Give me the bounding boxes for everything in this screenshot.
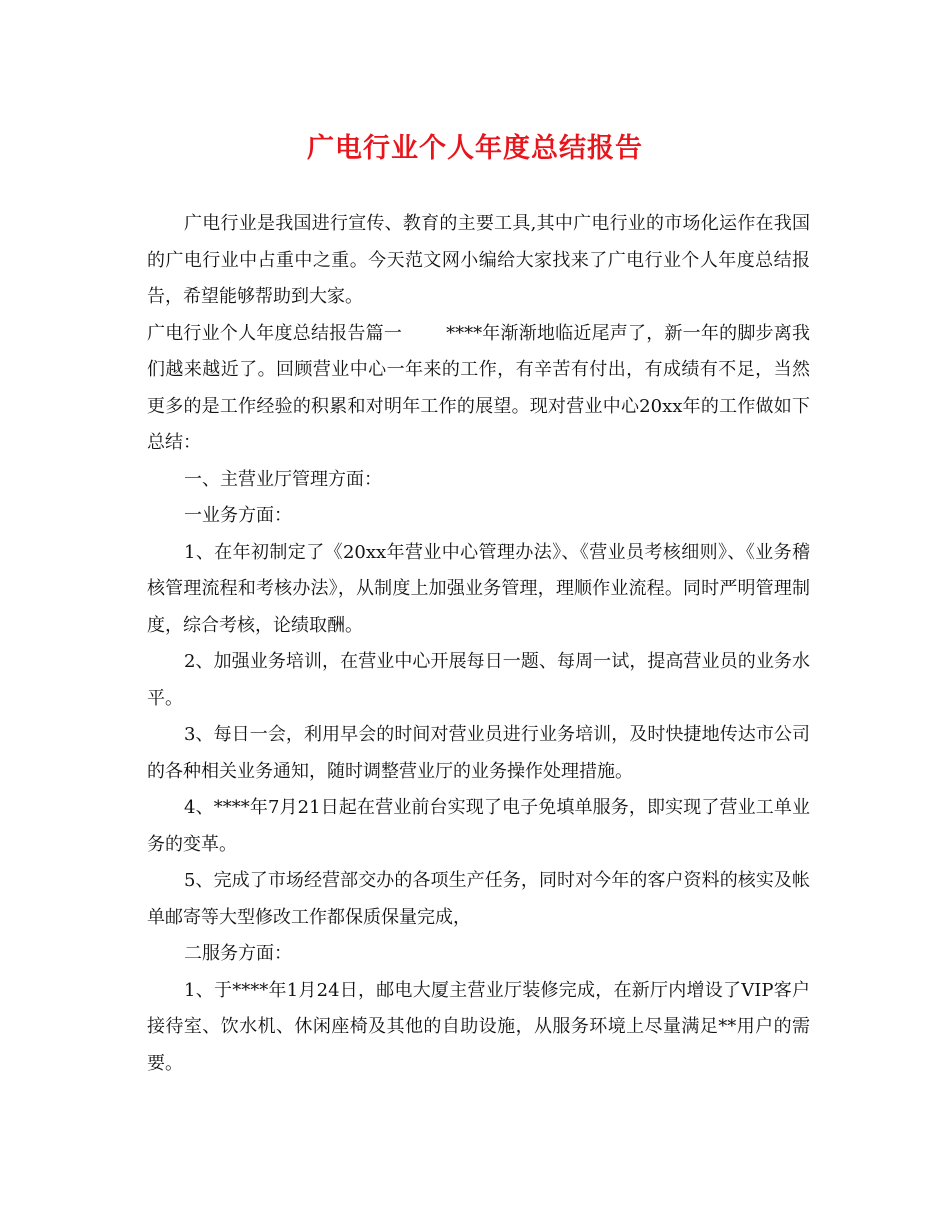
intro-paragraph: 广电行业是我国进行宣传、教育的主要工具,其中广电行业的市场化运作在我国的广电行业中占重中之重。今天范文网小编给大家找来了广电行业个人年度总结报告，希望能够帮助到大家。 <box>147 213 810 307</box>
list-item: 3、每日一会，利用早会的时间对营业员进行业务培训，及时快捷地传达市公司的各种相关业务通知，随时调整营业厅的业务操作处理措施。 <box>147 724 810 782</box>
list-item: 1、于****年1月24日，邮电大厦主营业厅装修完成，在新厅内增设了VIP客户接待室、饮水机、休闲座椅及其他的自助设施，从服务环境上尽量满足**用户的需要。 <box>147 979 810 1074</box>
list-item: 4、****年7月21日起在营业前台实现了电子免填单服务，即实现了营业工单业务的变革。 <box>147 797 810 855</box>
list-item: 5、完成了市场经营部交办的各项生产任务，同时对今年的客户资料的核实及帐单邮寄等大型修改工作都保质保量完成， <box>147 870 810 928</box>
part1-heading: 一、主营业厅管理方面： <box>184 468 382 490</box>
document-body <box>147 206 810 1082</box>
section-paragraph <box>147 316 810 462</box>
sub1-heading: 一业务方面： <box>184 505 292 526</box>
list-item: 2、加强业务培训，在营业中心开展每日一题、每周一试，提高营业员的业务水平。 <box>147 651 810 709</box>
section-intro: ****年渐渐地临近尾声了，新一年的脚步离我们越来越近了。回顾营业中心一年来的工作，有辛苦有付出，有成绩有不足，当然更多的是工作经验的积累和对明年工作的展望。现对营业中心20xx年的工作做如下总结： <box>147 322 810 453</box>
section-heading: 广电行业个人年度总结报告篇一 <box>147 322 403 344</box>
list-item: 1、在年初制定了《20xx年营业中心管理办法》、《营业员考核细则》、《业务稽核管理流程和考核办法》，从制度上加强业务管理，理顺作业流程。同时严明管理制度，综合考核，论绩取酬。 <box>147 541 810 636</box>
sub2-heading: 二服务方面： <box>184 943 292 964</box>
document-title: 广电行业个人年度总结报告 <box>307 133 643 164</box>
